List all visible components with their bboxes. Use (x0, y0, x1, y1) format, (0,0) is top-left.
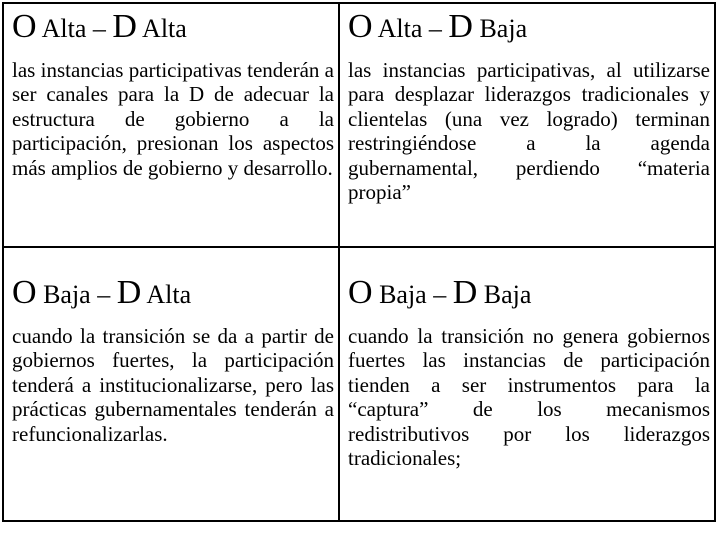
title-separator: – (97, 280, 111, 309)
title-d-letter: D (448, 8, 473, 45)
title-o-letter: O (348, 8, 373, 45)
cell-description: cuando la transición se da a partir de gobiernos fuertes, la participación tenderá a institucionalizarse, pero las prácticas gubernamentales tenderán a refuncionalizarlas. (12, 324, 334, 446)
title-d-level: Baja (479, 14, 528, 43)
title-d-level: Alta (142, 14, 187, 43)
title-o-letter: O (12, 274, 37, 311)
title-d-level: Baja (483, 280, 532, 309)
title-separator: – (92, 14, 106, 43)
title-o-letter: O (12, 8, 37, 45)
title-d-letter: D (112, 8, 137, 45)
title-d-level: Alta (146, 280, 192, 309)
cell-title (12, 274, 334, 311)
cell-o-alta-d-baja (340, 4, 716, 246)
cell-o-alta-d-alta (4, 4, 338, 246)
title-d-letter: D (116, 274, 142, 311)
cell-description: cuando la transición no genera gobiernos fuertes las instancias de participación tienden a ser instrumentos para la “captura” de los mecanismos redistributivos por los liderazgos tradicionales; (348, 324, 710, 471)
title-o-level: Baja (43, 280, 91, 309)
title-o-letter: O (348, 274, 373, 311)
title-d-letter: D (452, 274, 478, 311)
cell-title (348, 8, 710, 45)
title-o-level: Baja (379, 280, 427, 309)
cell-o-baja-d-alta (4, 248, 338, 520)
title-o-level: Alta (41, 14, 87, 43)
cell-title (348, 274, 710, 311)
cell-description: las instancias participativas tenderán a ser canales para la D de adecuar la estructura de gobierno a la participación, presionan los aspectos más amplios de gobierno y desarrollo. (12, 58, 334, 180)
cell-o-baja-d-baja (340, 248, 716, 520)
cell-title (12, 8, 334, 45)
participation-matrix-table (2, 2, 716, 522)
cell-description: las instancias participativas, al utilizarse para desplazar liderazgos tradicionales y clientelas (una vez logrado) terminan restringiéndose a la agenda gubernamental, perdiendo “materia propia” (348, 58, 710, 205)
title-o-level: Alta (377, 14, 423, 43)
title-separator: – (433, 280, 447, 309)
title-separator: – (428, 14, 442, 43)
